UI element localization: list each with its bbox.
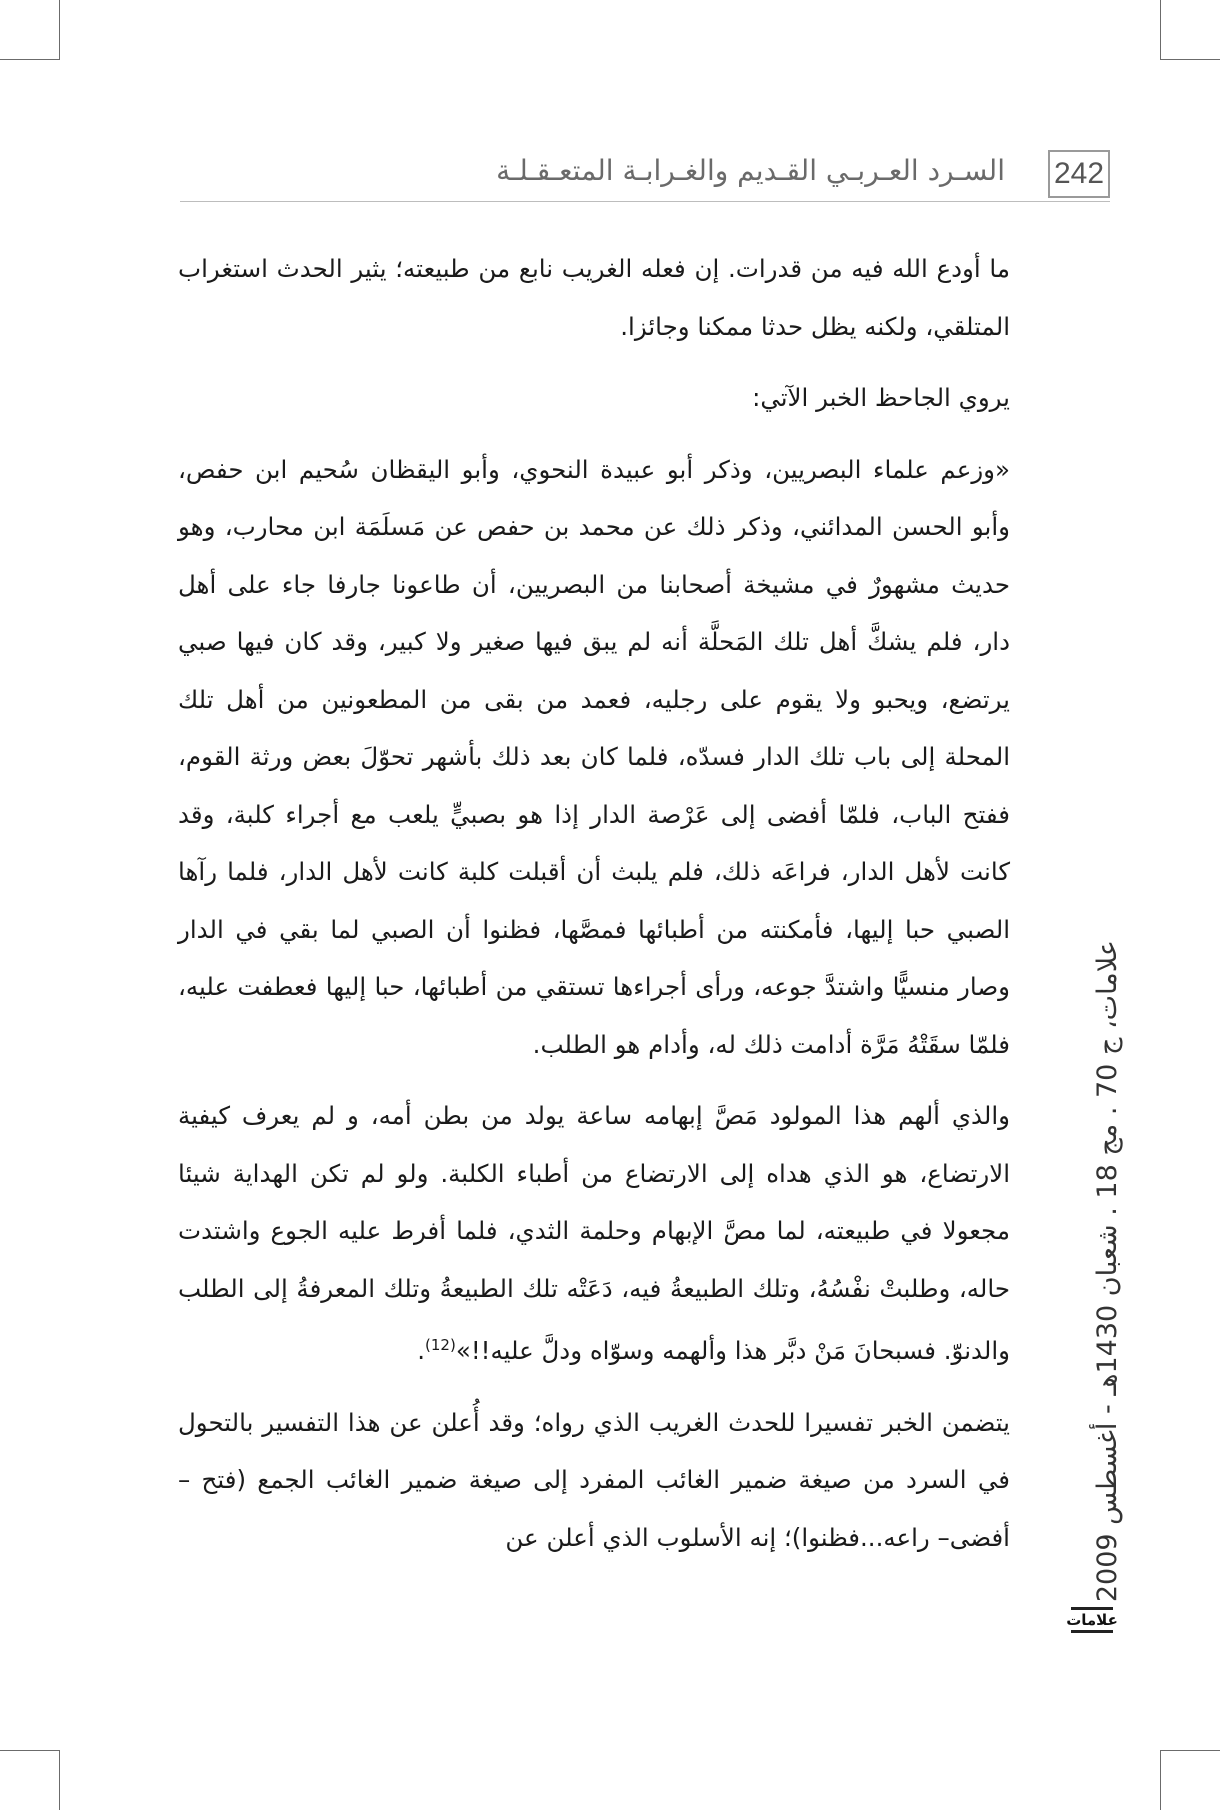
header-divider [180,201,1110,202]
article-body [178,240,1010,1566]
crop-mark [59,0,60,60]
paragraph: يتضمن الخبر تفسيرا للحدث الغريب الذي رواه؛ وقد أُعلن عن هذا التفسير بالتحول في السرد من صيغة ضمير الغائب المفرد إلى صيغة ضمير الغائب الجمع (فتح – أفضى– راعه...فظنوا)؛ إنه الأسلوب الذي أعلن عن [178,1407,1010,1552]
logo-bar [1071,1607,1113,1610]
paragraph: يروي الجاحظ الخبر الآتي: [752,383,1010,412]
crop-mark [1160,59,1220,60]
crop-mark [59,1750,60,1810]
logo-bar [1071,1630,1113,1633]
paragraph: ما أودع الله فيه من قدرات. إن فعله الغريب نابع من طبيعته؛ يثير الحدث استغراب المتلقي، ولكنه يظل حدثا ممكنا وجائزا. [178,254,1010,341]
crop-mark [0,59,60,60]
crop-mark [1160,0,1161,60]
logo-text: علامات [1066,1611,1118,1629]
journal-sidebar [1062,940,1122,1640]
journal-logo [1068,1588,1116,1652]
journal-info: علامات، ج 70 . مج 18 . شعبان 1430هـ - أغسطس 2009 [1092,940,1123,1603]
paragraph-text: والذي ألهم هذا المولود مَصَّ إبهامه ساعة يولد من بطن أمه، و لم يعرف كيفية الارتضاع، هو الذي هداه إلى الارتضاع من أطباء الكلبة. ولو لم تكن الهداية شيئا مجعولا في طبيعته، لما مصَّ الإبهام وحلمة الثدي، فلما أفرط عليه الجوع واشتدت حاله، وطلبتْ نفْسُهُ، وتلك الطبيعةُ فيه، دَعَتْه تلك الطبيعةُ وتلك المعرفةُ إلى الطلب والدنوّ. فسبحانَ مَنْ دبَّر هذا وألهمه وسوّاه ودلَّ عليه!!» [178,1101,1010,1366]
quoted-paragraph: «وزعم علماء البصريين، وذكر أبو عبيدة النحوي، وأبو اليقظان سُحيم ابن حفص، وأبو الحسن المدائني، وذكر ذلك عن محمد بن حفص عن مَسلَمَة ابن محارب، وهو حديث مشهورٌ في مشيخة أصحابنا من البصريين، أن طاعونا جارفا جاء على أهل دار، فلم يشكَّ أهل تلك المَحلَّة أنه لم يبق فيها صغير ولا كبير، وقد كان فيها صبي يرتضع، ويحبو ولا يقوم على رجليه، فعمد من بقى من المطعونين من أهل تلك المحلة إلى باب تلك الدار فسدّه، فلما كان بعد ذلك بأشهر تحوّلَ بعض ورثة القوم، ففتح الباب، فلمّا أفضى إلى عَرْصة الدار إذا هو بصبيٍّ يلعب مع أجراء كلبة، وقد كانت لأهل الدار، فراعَه ذلك، فلم يلبث أن أقبلت كلبة كانت لأهل الدار، فلما رآها الصبي حبا إليها، فأمكنته من أطبائها فمصَّها، فظنوا أن الصبي لما بقي في الدار وصار منسيًّا واشتدَّ جوعه، ورأى أجراءها تستقي من أطبائها، حبا إليها فعطفت عليه، فلمّا سقَتْهُ مَرَّة أدامت ذلك له، وأدام هو الطلب. [178,454,1010,1059]
footnote-reference: (12) [425,1336,456,1354]
page-header [180,150,1110,206]
crop-mark [0,1750,60,1751]
running-title: السـرد العـربـي القـديم والغـرابـة المتعـقـلـة [496,154,1005,187]
crop-mark [1160,1750,1161,1810]
punctuation: . [417,1336,426,1366]
crop-mark [1160,1750,1220,1751]
page-number: 242 [1048,150,1110,198]
quoted-paragraph-end [178,1087,1010,1380]
